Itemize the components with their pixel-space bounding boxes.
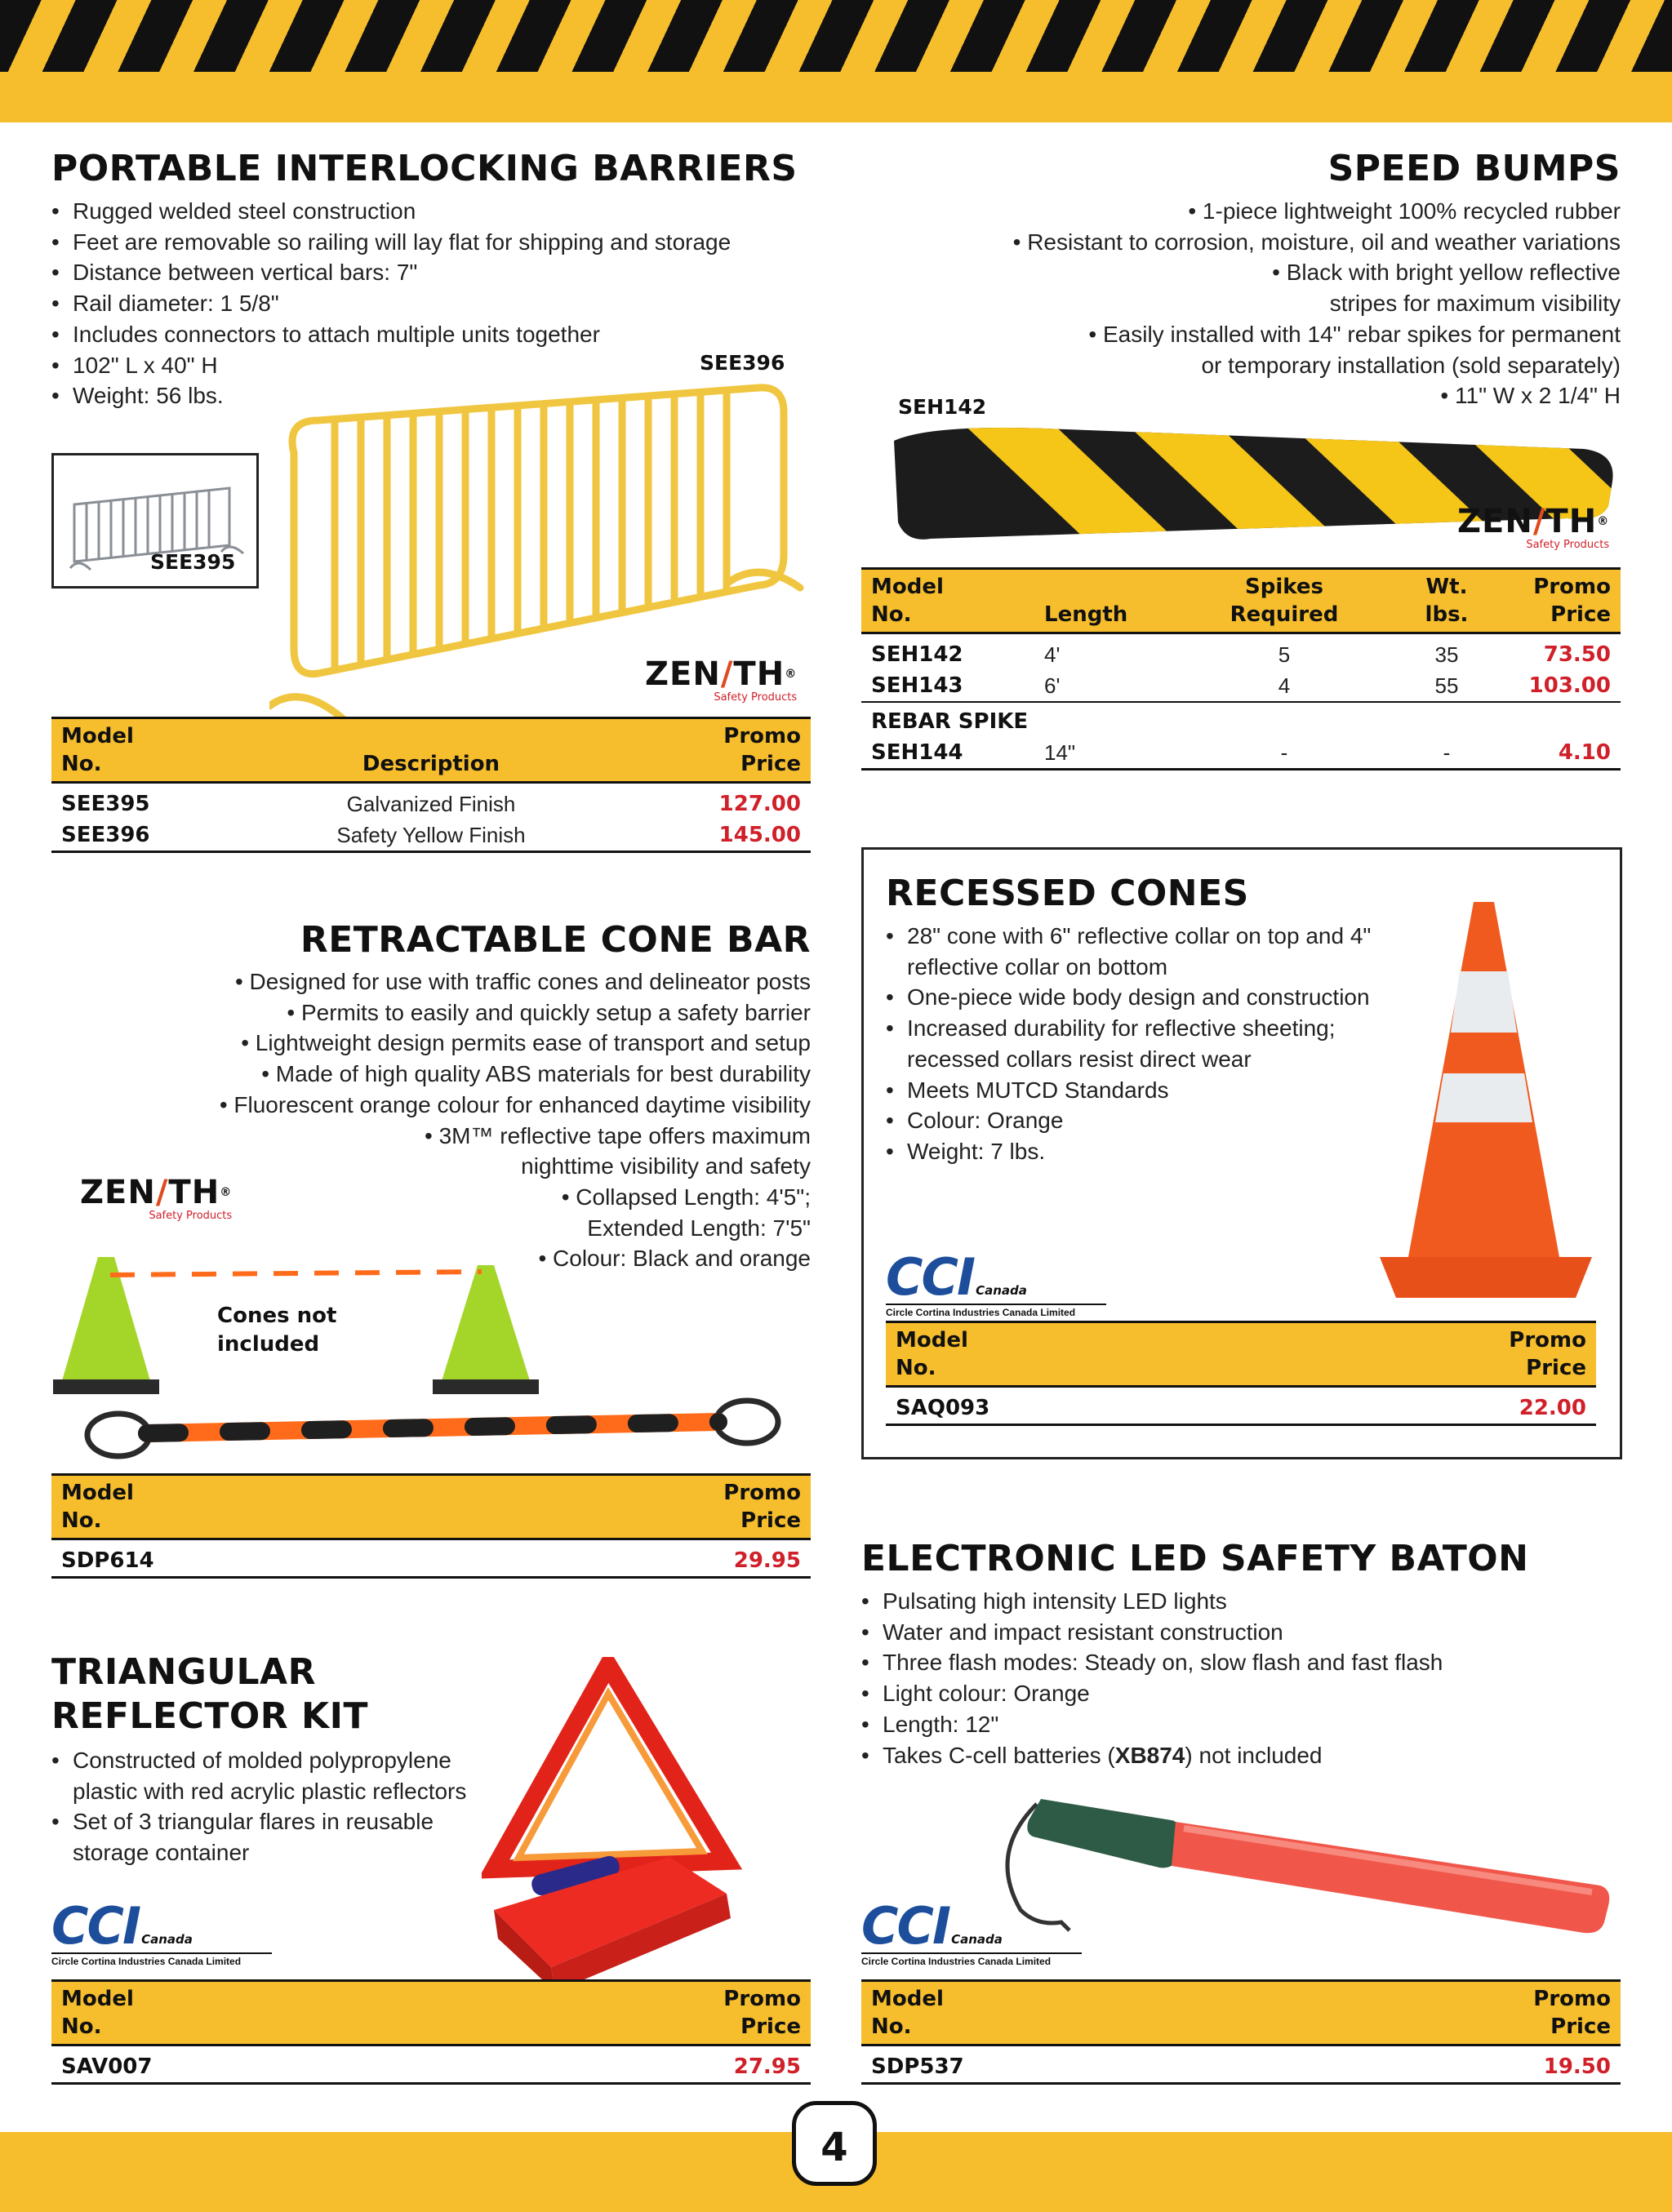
list-item: • Pulsating high intensity LED lights bbox=[861, 1586, 1621, 1617]
barrier-galvanized-inset bbox=[51, 453, 259, 589]
list-item: • 102" L x 40" H bbox=[51, 350, 770, 381]
list-item: • Made of high quality ABS materials for best durability bbox=[261, 1061, 811, 1087]
list-item: • Takes C-cell batteries (XB874) not included bbox=[861, 1740, 1621, 1771]
cci-logo-reflector: CCI Canada Circle Cortina Industries Canada Limited bbox=[51, 1902, 296, 1967]
list-item: • 11" W x 2 1/4" H bbox=[1440, 383, 1621, 409]
zenith-logo-barriers: ZEN/TH® Safety Products bbox=[645, 655, 798, 704]
list-item: • Set of 3 triangular flares in reusable storage container bbox=[51, 1806, 509, 1868]
list-item: • Rugged welded steel construction bbox=[51, 196, 770, 227]
cone-bar-title: RETRACTABLE CONE BAR bbox=[300, 919, 811, 961]
list-item: or temporary installation (sold separately) bbox=[1201, 352, 1621, 378]
table-row: SDP537 19.50 bbox=[861, 2045, 1621, 2084]
list-item: • Length: 12" bbox=[861, 1709, 1621, 1740]
list-item: • Feet are removable so railing will lay flat for shipping and storage bbox=[51, 227, 770, 258]
cci-logo-recessed: CCI Canada Circle Cortina Industries Canada Limited bbox=[886, 1253, 1131, 1318]
list-item: Extended Length: 7'5" bbox=[587, 1215, 811, 1241]
cones-not-included-note: Cones not included bbox=[217, 1304, 337, 1357]
led-baton-bullets bbox=[861, 1586, 1621, 1770]
list-item: • Black with bright yellow reflective bbox=[1272, 260, 1621, 286]
list-item: • Water and impact resistant construction bbox=[861, 1617, 1621, 1648]
speed-bumps-bullets bbox=[837, 196, 1621, 411]
zenith-logo-conebar: ZEN/TH® Safety Products bbox=[80, 1174, 233, 1222]
table-row: SAV007 27.95 bbox=[51, 2045, 811, 2084]
list-item: • Lightweight design permits ease of transport and setup bbox=[241, 1030, 811, 1056]
recessed-cones-price-table: Model No. Promo Price SAQ093 22.00 bbox=[886, 1321, 1596, 1426]
table-row: SEH143 6' 4 55 103.00 bbox=[861, 670, 1621, 702]
led-baton-price-table: Model No. Promo Price SDP537 19.50 bbox=[861, 1979, 1621, 2085]
list-item: stripes for maximum visibility bbox=[1329, 291, 1621, 317]
list-item: • Includes connectors to attach multiple units together bbox=[51, 319, 770, 350]
hazard-stripes bbox=[0, 0, 1672, 72]
table-row: SEE395 Galvanized Finish 127.00 bbox=[61, 792, 801, 816]
list-item: • Light colour: Orange bbox=[861, 1678, 1621, 1709]
list-item: • Distance between vertical bars: 7" bbox=[51, 257, 770, 288]
table-row: SAQ093 22.00 bbox=[886, 1387, 1596, 1425]
led-baton-title: ELECTRONIC LED SAFETY BATON bbox=[861, 1538, 1529, 1579]
list-item: • 28" cone with 6" reflective collar on top and 4" reflective collar on bottom bbox=[886, 921, 1425, 982]
list-item: • Colour: Orange bbox=[886, 1105, 1425, 1136]
list-item: • Weight: 7 lbs. bbox=[886, 1136, 1425, 1167]
table-row: SEE396 Safety Yellow Finish 145.00 bbox=[51, 820, 811, 852]
list-item: • Rail diameter: 1 5/8" bbox=[51, 288, 770, 319]
reflector-kit-bullets bbox=[51, 1745, 509, 1868]
traffic-cone-image bbox=[1372, 898, 1600, 1306]
recessed-cones-bullets bbox=[886, 921, 1425, 1167]
reflector-kit-title: TRIANGULAR REFLECTOR KIT bbox=[51, 1651, 368, 1737]
product-label-see395: SEE395 bbox=[150, 550, 236, 574]
hazard-stripe-header bbox=[0, 0, 1672, 122]
list-item: • One-piece wide body design and construction bbox=[886, 982, 1425, 1013]
list-item: • Constructed of molded polypropylene plastic with red acrylic plastic reflectors bbox=[51, 1745, 509, 1806]
list-item: • Weight: 56 lbs. bbox=[51, 380, 770, 411]
speed-bumps-price-table: Model No. Length Spikes Required Wt. lbs. Promo Price SEH142 4' 5 35 73.50 SEH143 6' 4 55 103.00 REBAR SPIKE SEH144 14" - - 4.10 bbox=[861, 567, 1621, 771]
page-number: 4 bbox=[792, 2101, 877, 2186]
table-subheading-row: REBAR SPIKE bbox=[871, 709, 1029, 734]
barriers-price-table: Model No. Description Promo Price SEE395 Galvanized Finish 127.00 SEE396 Safety Yellow Finish 145.00 bbox=[51, 717, 811, 853]
list-item: • Increased durability for reflective sheeting; recessed collars resist direct wear bbox=[886, 1013, 1425, 1074]
list-item: • Three flash modes: Steady on, slow flash and fast flash bbox=[861, 1647, 1621, 1678]
list-item: • Permits to easily and quickly setup a safety barrier bbox=[287, 999, 811, 1025]
list-item: • 1-piece lightweight 100% recycled rubber bbox=[1188, 198, 1621, 224]
cone-bar-price-table: Model No. Promo Price SDP614 29.95 bbox=[51, 1473, 811, 1579]
list-item: • 3M™ reflective tape offers maximum bbox=[425, 1122, 811, 1148]
list-item: • Easily installed with 14" rebar spikes for permanent bbox=[1088, 321, 1621, 347]
list-item: • Colour: Black and orange bbox=[538, 1246, 811, 1272]
list-item: • Fluorescent orange colour for enhanced daytime visibility bbox=[219, 1091, 811, 1117]
product-label-seh142: SEH142 bbox=[898, 395, 987, 419]
barriers-title: PORTABLE INTERLOCKING BARRIERS bbox=[51, 148, 798, 189]
cone-bar-bullets bbox=[51, 966, 811, 1274]
reflector-kit-price-table: Model No. Promo Price SAV007 27.95 bbox=[51, 1979, 811, 2085]
list-item: • Designed for use with traffic cones and delineator posts bbox=[234, 969, 811, 994]
recessed-cones-title: RECESSED CONES bbox=[886, 873, 1249, 914]
cci-logo-baton: CCI Canada Circle Cortina Industries Canada Limited bbox=[861, 1902, 1106, 1967]
cone-bar-image bbox=[49, 1249, 784, 1469]
product-label-see396: SEE396 bbox=[700, 351, 785, 375]
list-item: • Resistant to corrosion, moisture, oil and weather variations bbox=[1012, 229, 1621, 255]
list-item: • Collapsed Length: 4'5"; bbox=[561, 1184, 811, 1210]
reflector-kit-image bbox=[482, 1657, 751, 2000]
list-item: • Meets MUTCD Standards bbox=[886, 1075, 1425, 1106]
speed-bumps-title: SPEED BUMPS bbox=[1327, 148, 1621, 189]
table-row: SEH144 14" - - 4.10 bbox=[861, 737, 1621, 770]
zenith-logo-speedbumps: ZEN/TH® Safety Products bbox=[1457, 503, 1610, 551]
table-row: SDP614 29.95 bbox=[51, 1539, 811, 1578]
table-row: SEH142 4' 5 35 73.50 bbox=[871, 642, 1611, 667]
list-item: nighttime visibility and safety bbox=[521, 1153, 811, 1179]
